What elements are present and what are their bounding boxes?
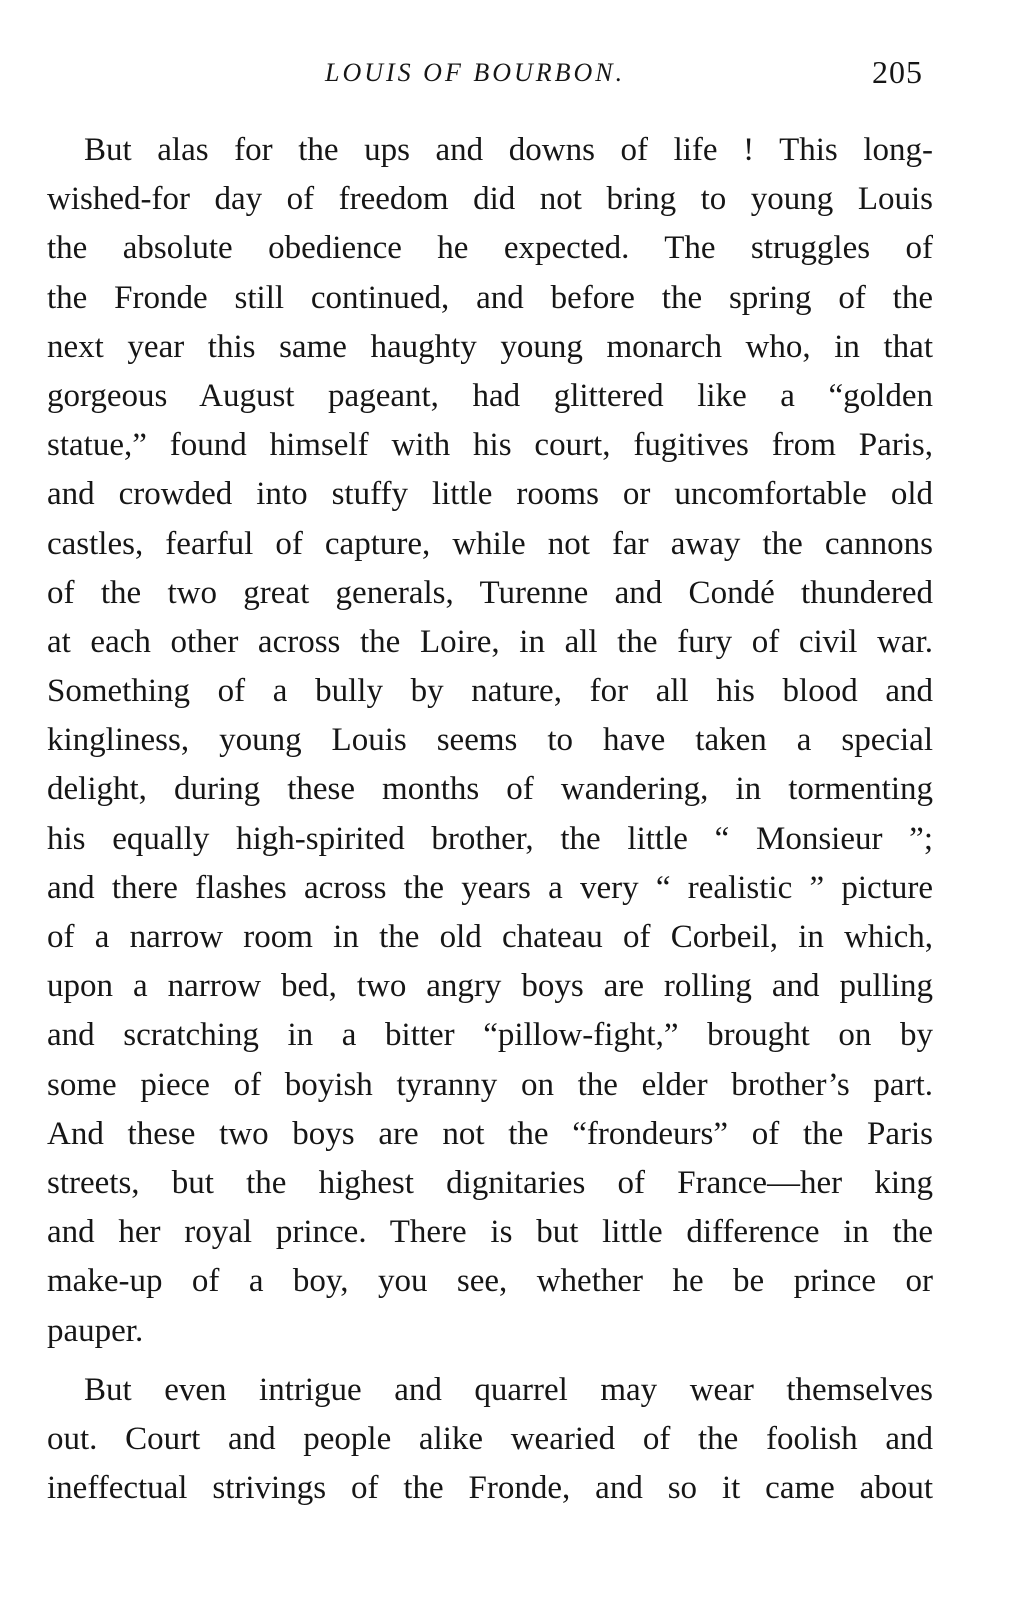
text-line: But even intrigue and quarrel may wear themselves (84, 1371, 933, 1408)
text-line: and there flashes across the years a very “ realistic ” picture (47, 869, 933, 906)
text-line: statue,” found himself with his court, fugitives from Paris, (47, 427, 933, 464)
paragraph-gap (47, 1356, 933, 1366)
text-line: the absolute obedience he expected. The struggles of (47, 230, 933, 267)
text-line: out. Court and people alike wearied of the foolish and (47, 1420, 933, 1457)
text-line: and scratching in a bitter “pillow-fight,” brought on by (47, 1017, 933, 1054)
text-line: kingliness, young Louis seems to have taken a special (47, 722, 933, 759)
text-line: castles, fearful of capture, while not far away the cannons (47, 525, 933, 562)
paragraph-2 (47, 1366, 933, 1514)
text-line: some piece of boyish tyranny on the elder brother’s part. (47, 1066, 933, 1103)
page-number: 205 (872, 54, 923, 90)
text-line: But alas for the ups and downs of life ! This long- (84, 132, 933, 168)
text-line: his equally high-spirited brother, the little “ Monsieur ”; (47, 820, 933, 857)
text-line: of a narrow room in the old chateau of Corbeil, in which, (47, 919, 933, 955)
text-line: pauper. (47, 1312, 144, 1349)
text-line: delight, during these months of wandering, in tormenting (47, 771, 933, 808)
paragraph-1 (47, 126, 933, 1356)
text-line: next year this same haughty young monarch who, in that (47, 328, 933, 365)
text-line: and crowded into stuffy little rooms or uncomfortable old (47, 476, 933, 513)
text-line: And these two boys are not the “frondeurs” of the Paris (47, 1115, 933, 1152)
text-line: ineffectual strivings of the Fronde, and so it came about (47, 1470, 933, 1507)
text-line: and her royal prince. There is but little difference in the (47, 1214, 933, 1251)
body-text (47, 126, 933, 1513)
text-line: gorgeous August pageant, had glittered like a “golden (47, 377, 933, 414)
text-line: Something of a bully by nature, for all his blood and (47, 673, 933, 710)
text-line: at each other across the Loire, in all the fury of civil war. (47, 623, 933, 660)
text-line: of the two great generals, Turenne and Condé thundered (47, 574, 933, 611)
text-line: upon a narrow bed, two angry boys are rolling and pulling (47, 968, 933, 1005)
text-line: streets, but the highest dignitaries of France—her king (47, 1164, 933, 1201)
text-line: wished-for day of freedom did not bring to young Louis (47, 181, 933, 218)
running-title: LOUIS OF BOURBON. (325, 58, 626, 87)
text-line: make-up of a boy, you see, whether he be prince or (47, 1263, 933, 1300)
text-line: the Fronde still continued, and before the spring of the (47, 279, 933, 316)
